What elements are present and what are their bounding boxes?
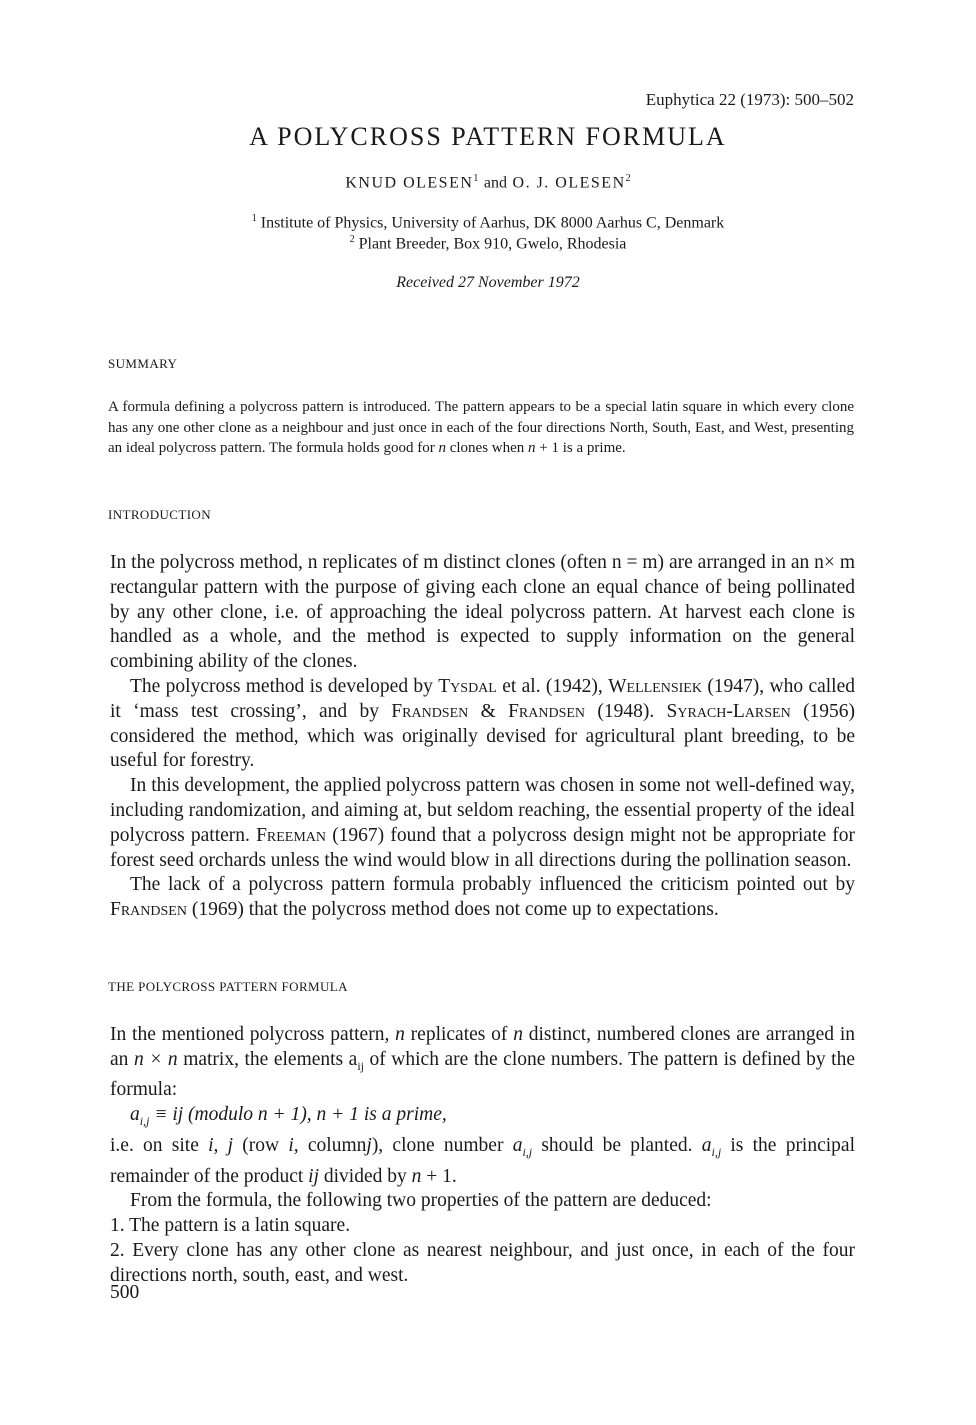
summary-var-n: n bbox=[438, 440, 446, 457]
intro-paragraph-2: The polycross method is developed by Tysdal et al. (1942), Wellensiek (1947), who called it ‘mass test crossing’, and by Frandsen & Frandsen (1948). Syrach-Larsen (1956) considered the method, which was originally devised for agricultural plant breeding, to be useful for forestry. bbox=[110, 675, 855, 772]
summary-body-2: clones when bbox=[449, 440, 525, 457]
intro-paragraph-1: In the polycross method, n replicates of m distinct clones (often n = m) are arranged in an n× m rectangular pattern with the purpose of giving each clone an equal chance of being pollinated by any other clone, i.e. of approaching the ideal polycross pattern. At harvest each clone is handled as a whole, and the method is expected to supply information on the general combining ability of the clones. bbox=[110, 552, 855, 673]
formula-paragraph-3: From the formula, the following two properties of the pattern are deduced: bbox=[130, 1190, 712, 1212]
formula-paragraph-2: i.e. on site i, j (row i, columnj), clone number $a_{i,j}$ should be planted. $a_{i,j}$ is the principal remainder of the product ij divided by n + 1. bbox=[110, 1134, 855, 1187]
formula-paragraph-1: In the mentioned polycross pattern, n replicates of n distinct, numbered clones are arranged in an n × n matrix, the elements $a_{ij}$ of which are the clone numbers. The pattern is defined by the formula: bbox=[110, 1024, 856, 1101]
summary-text bbox=[108, 397, 854, 459]
ref-freeman: Freeman bbox=[256, 824, 327, 846]
received-date: Received 27 November 1972 bbox=[396, 274, 580, 291]
introduction-heading: INTRODUCTION bbox=[108, 507, 212, 522]
affil-1-mark: 1 bbox=[251, 213, 257, 224]
affil-2-mark: 2 bbox=[349, 234, 355, 245]
summary-var-n2: n bbox=[528, 440, 536, 457]
affil-2-text: Plant Breeder, Box 910, Gwelo, Rhodesia bbox=[358, 235, 627, 253]
ref-syrach-larsen: Syrach-Larsen bbox=[666, 700, 791, 722]
intro-paragraph-4: The lack of a polycross pattern formula probably influenced the criticism pointed out by Frandsen (1969) that the polycross method does not come up to expectations. bbox=[110, 874, 855, 921]
author-1-affil-mark: 1 bbox=[473, 173, 479, 184]
ref-frandsen-2: Frandsen bbox=[508, 700, 586, 722]
summary-body: A formula defining a polycross pattern is introduced. The pattern appears to be a special latin square in which every clone has any one other clone as a neighbour and just once in each of the four directions North, South, East, and West, presenting an ideal polycross pattern. The formula holds good for bbox=[108, 399, 854, 457]
page-number: 500 bbox=[110, 1282, 140, 1303]
author-1: KNUD OLESEN bbox=[345, 174, 474, 192]
summary-heading: SUMMARY bbox=[108, 356, 178, 371]
authors bbox=[0, 173, 976, 192]
ref-wellensiek: Wellensiek bbox=[608, 675, 702, 697]
journal-citation: Euphytica 22 (1973): 500–502 bbox=[645, 90, 854, 109]
property-item-2: 2. Every clone has any other clone as nearest neighbour, and just once, in each of the four directions north, south, east, and west. bbox=[110, 1240, 855, 1286]
formula-equation: $a_{i,j}$ ≡ ij (modulo n + 1), n + 1 is a prime, bbox=[130, 1104, 447, 1129]
affiliation-2 bbox=[0, 234, 976, 253]
property-item-1: 1. The pattern is a latin square. bbox=[110, 1215, 351, 1237]
authors-and: and bbox=[483, 174, 508, 192]
formula-heading: THE POLYCROSS PATTERN FORMULA bbox=[108, 979, 348, 994]
author-2-affil-mark: 2 bbox=[625, 173, 631, 184]
formula-body bbox=[110, 1023, 855, 1289]
paper-title: A POLYCROSS PATTERN FORMULA bbox=[249, 122, 727, 151]
summary-body-3: + 1 is a prime. bbox=[539, 440, 626, 457]
ref-tysdal: Tysdal bbox=[438, 675, 497, 697]
ref-frandsen: Frandsen bbox=[391, 700, 469, 722]
author-2: O. J. OLESEN bbox=[512, 174, 626, 192]
introduction-body bbox=[110, 551, 855, 923]
intro-paragraph-3: In this development, the applied polycross pattern was chosen in some not well-defined way, including randomization, and aiming at, but seldom reaching, the essential property of the ideal polycross pattern. Freeman (1967) found that a polycross design might not be appropriate for forest seed orchards unless the wind would blow in all directions during the pollination season. bbox=[110, 775, 856, 871]
affiliation-1 bbox=[0, 213, 976, 232]
ref-frandsen-1969: Frandsen bbox=[110, 899, 187, 921]
affil-1-text: Institute of Physics, University of Aarhus, DK 8000 Aarhus C, Denmark bbox=[260, 214, 725, 232]
